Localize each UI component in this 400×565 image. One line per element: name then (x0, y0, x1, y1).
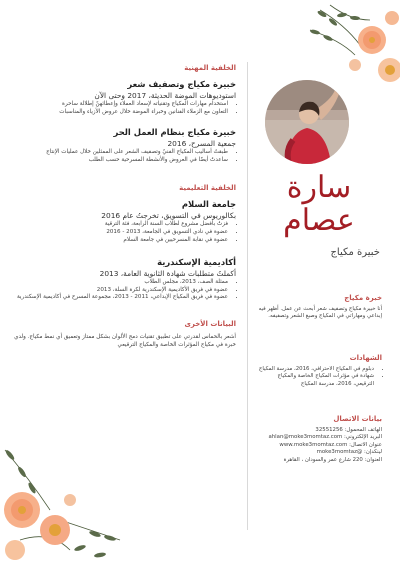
bullet-item: • عضوة في فريق المكياج الإبداعي، 2011 - 2013، مجموعة المسرح في أكاديمية الإسكندرية (14, 294, 228, 302)
contact-heading: بيانات الاتصال (333, 415, 382, 423)
work-entry (14, 78, 236, 116)
last-name: عصام (283, 203, 355, 238)
education-section (14, 184, 236, 302)
bullet-list (14, 279, 236, 302)
bullet-item: • ممثلة الصف، 2013، مجلس الطلاب (14, 279, 228, 287)
bullet-list (256, 366, 382, 388)
bullet-list (14, 149, 236, 164)
contact-linkedin[interactable]: لينكدإن: @moke3momtaz (316, 449, 382, 456)
contact-phone: الهاتف المحمول: 32551256 (315, 427, 382, 433)
bullet-item: • عضوة في نقابة المسرحيين في جامعة السلام (14, 237, 228, 245)
bullet-list (14, 221, 236, 244)
certificates-section (256, 354, 382, 388)
entry-subtitle: جمعية المسرح، 2016 (167, 139, 236, 149)
bullet-item: • فزتُ بأفضل مشروع لطلاب السنة الرابعة، فئة الترقية (14, 221, 228, 229)
expertise-text: أنا خبيرة مكياج وتصفيف شعر أبحث عن عمل. أظهر فيه إبداعي ومهاراتي في المكياج وصبغ الشعر وتصفيفه. (258, 306, 382, 320)
entry-subtitle: أكملتُ متطلبات شهادة الثانوية العامة، 2013 (99, 269, 236, 279)
expertise-heading: خبرة مكياج (344, 294, 382, 302)
entry-title: أكاديمية الإسكندرية (157, 257, 236, 268)
bullet-item: • عضوة في نادي التسويق في الجامعة، 2013 - 2016 (14, 229, 228, 237)
contact-email[interactable]: البريد الإلكتروني: ahlan@moke3momtaz.com (268, 434, 382, 441)
bullet-list (14, 101, 236, 116)
education-entry (14, 198, 236, 244)
flower-decoration-bottom-left-icon (0, 430, 130, 565)
entry-title: خبيرة مكياج وتصفيف شعر (127, 79, 236, 89)
job-title: خبيرة مكياج (330, 247, 380, 258)
education-entry (14, 256, 236, 302)
expertise-section (256, 294, 382, 321)
bullet-item: • شهادة في مؤثرات المكياج الخاصة والمكياج الترقيعي، 2016، مدرسة المكياج (256, 373, 374, 388)
bullet-item: • دبلوم في المكياج الاحترافي، 2016، مدرسة المكياج (256, 366, 374, 373)
bullet-item: • ساعدتُ أيضًا في العروض والأنشطة المسرحية حسب الطلب (14, 157, 228, 165)
bullet-item: • عضوة في فريق الأكاديمية الإسكندرية لكرة السلة، 2013 (14, 287, 228, 295)
contact-website[interactable]: عنوان الاتصال: www.moke3momtaz.com (279, 441, 382, 448)
bullet-item: • استخدام مهارات المكياج وتقنياته لإسعاد العملاء وإعطائهنّ إطلالة ساحرة (14, 101, 228, 109)
other-heading: البيانات الأخرى (184, 319, 236, 328)
bullet-item: • طبقتُ أساليب المكياج الفنيّ وتصفيف الشعر على الممثلين خلال عمليات الإنتاج (14, 149, 228, 157)
work-entry (14, 126, 236, 164)
bullet-item: • التعاون مع الزملاء الفنانين وخبراء الموضة خلال عروض الأزياء والمناسبات (14, 109, 228, 117)
entry-title: خبيرة مكياج بنظام العمل الحر (113, 127, 236, 138)
entry-title: جامعة السلام (181, 199, 236, 210)
portrait-photo (265, 80, 349, 164)
other-section (14, 320, 236, 349)
entry-subtitle: استوديوهات الموضة الحديثة، 2017 وحتى الآن (94, 91, 236, 100)
contact-section (256, 415, 382, 464)
certificates-heading: الشهادات (349, 354, 382, 362)
education-heading: الخلفية التعليمية (179, 184, 236, 193)
left-column (14, 64, 236, 349)
contact-address: العنوان: 220 شارع عمر والسودان ، القاهرة (283, 456, 382, 463)
work-heading: الخلفية المهنية (184, 64, 236, 72)
first-name: سارة (286, 170, 352, 205)
entry-subtitle: بكالوريوس في التسويق، تخرجتُ عام 2016 (101, 211, 236, 221)
other-text: أشعر بالحماس لقدرتي على تطبيق تقنيات دمج الألوان بشكل ممتاز وتعميق أي نمط مكياج. ولدي خبرة في مكياج المؤثرات الخاصة والمكياج الترقيعي (14, 333, 236, 348)
column-divider (247, 62, 248, 530)
work-section (14, 64, 236, 164)
